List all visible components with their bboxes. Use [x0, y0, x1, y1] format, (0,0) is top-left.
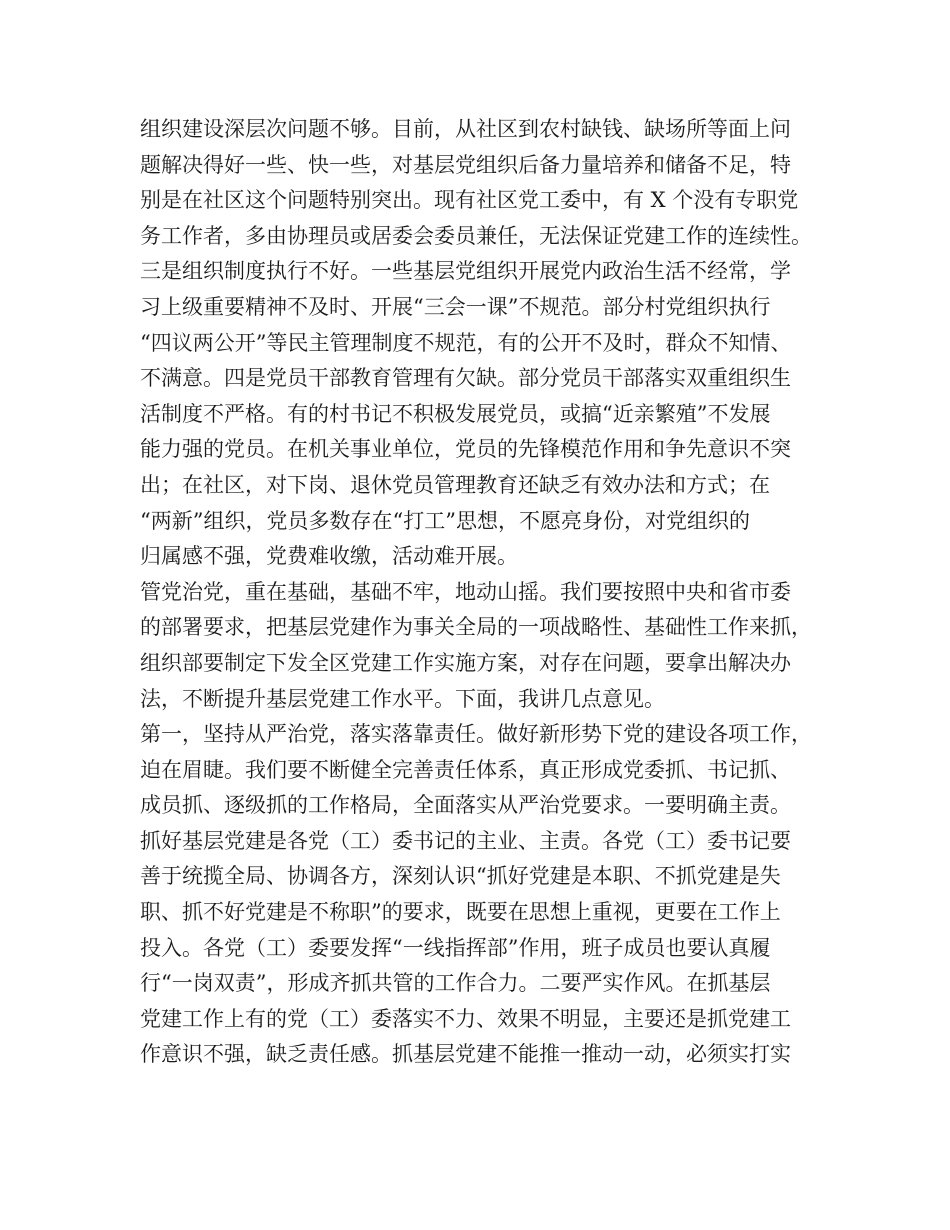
- text-line: 抓好基层党建是各党（工）委书记的主业、主责。各党（工）委书记要: [140, 828, 791, 853]
- text-line: 作意识不强，缺乏责任感。抓基层党建不能推一推动一动，必须实打实: [140, 1042, 791, 1067]
- text-line: 善于统揽全局、协调各方，深刻认识“抓好党建是本职、不抓党建是失: [140, 864, 781, 889]
- text-line: 出；在社区，对下岗、退休党员管理教育还缺乏有效办法和方式；在: [140, 472, 770, 497]
- text-line: 活制度不严格。有的村书记不积极发展党员，或搞“近亲繁殖”不发展: [140, 401, 771, 426]
- text-line: 三是组织制度执行不好。一些基层党组织开展党内政治生活不经常，学: [140, 259, 791, 284]
- text-line: 习上级重要精神不及时、开展“三会一课”不规范。部分村党组织执行: [140, 294, 771, 319]
- text-line: “两新”组织，党员多数存在“打工”思想，不愿亮身份，对党组织的: [140, 508, 750, 533]
- text-line: 成员抓、逐级抓的工作格局，全面落实从严治党要求。一要明确主责。: [140, 793, 791, 818]
- text-line: 管党治党，重在基础，基础不牢，地动山摇。我们要按照中央和省市委: [140, 579, 791, 604]
- text-line: 归属感不强，党费难收缴，活动难开展。: [140, 544, 518, 569]
- text-line: 投入。各党（工）委要发挥“一线指挥部”作用，班子成员也要认真履: [140, 935, 771, 960]
- text-line: 务工作者，多由协理员或居委会委员兼任，无法保证党建工作的连续性。: [140, 223, 812, 248]
- text-line: 第一，坚持从严治党，落实落靠责任。做好新形势下党的建设各项工作，: [140, 722, 812, 747]
- text-line: 别是在社区这个问题特别突出。现有社区党工委中，有 X 个没有专职党: [140, 188, 799, 213]
- text-line: 的部署要求，把基层党建作为事关全局的一项战略性、基础性工作来抓，: [140, 615, 812, 640]
- text-line: 迫在眉睫。我们要不断健全完善责任体系，真正形成党委抓、书记抓、: [140, 757, 791, 782]
- text-line: 组织建设深层次问题不够。目前，从社区到农村缺钱、缺场所等面上问: [140, 117, 791, 141]
- text-line: “四议两公开”等民主管理制度不规范，有的公开不及时，群众不知情、: [140, 330, 792, 355]
- text-line: 法，不断提升基层党建工作水平。下面，我讲几点意见。: [140, 686, 665, 711]
- text-line: 组织部要制定下发全区党建工作实施方案，对存在问题，要拿出解决办: [140, 650, 791, 675]
- text-line: 职、抓不好党建是不称职”的要求，既要在思想上重视，更要在工作上: [140, 900, 781, 925]
- text-line: 能力强的党员。在机关事业单位，党员的先锋模范作用和争先意识不突: [140, 437, 791, 462]
- text-line: 行“一岗双责”，形成齐抓共管的工作合力。二要严实作风。在抓基层: [140, 971, 771, 996]
- text-line: 党建工作上有的党（工）委落实不力、效果不明显，主要还是抓党建工: [140, 1006, 791, 1031]
- text-line: 题解决得好一些、快一些，对基层党组织后备力量培养和储备不足，特: [140, 152, 791, 177]
- document-body: [140, 112, 830, 1073]
- text-line: 不满意。四是党员干部教育管理有欠缺。部分党员干部落实双重组织生: [140, 366, 791, 391]
